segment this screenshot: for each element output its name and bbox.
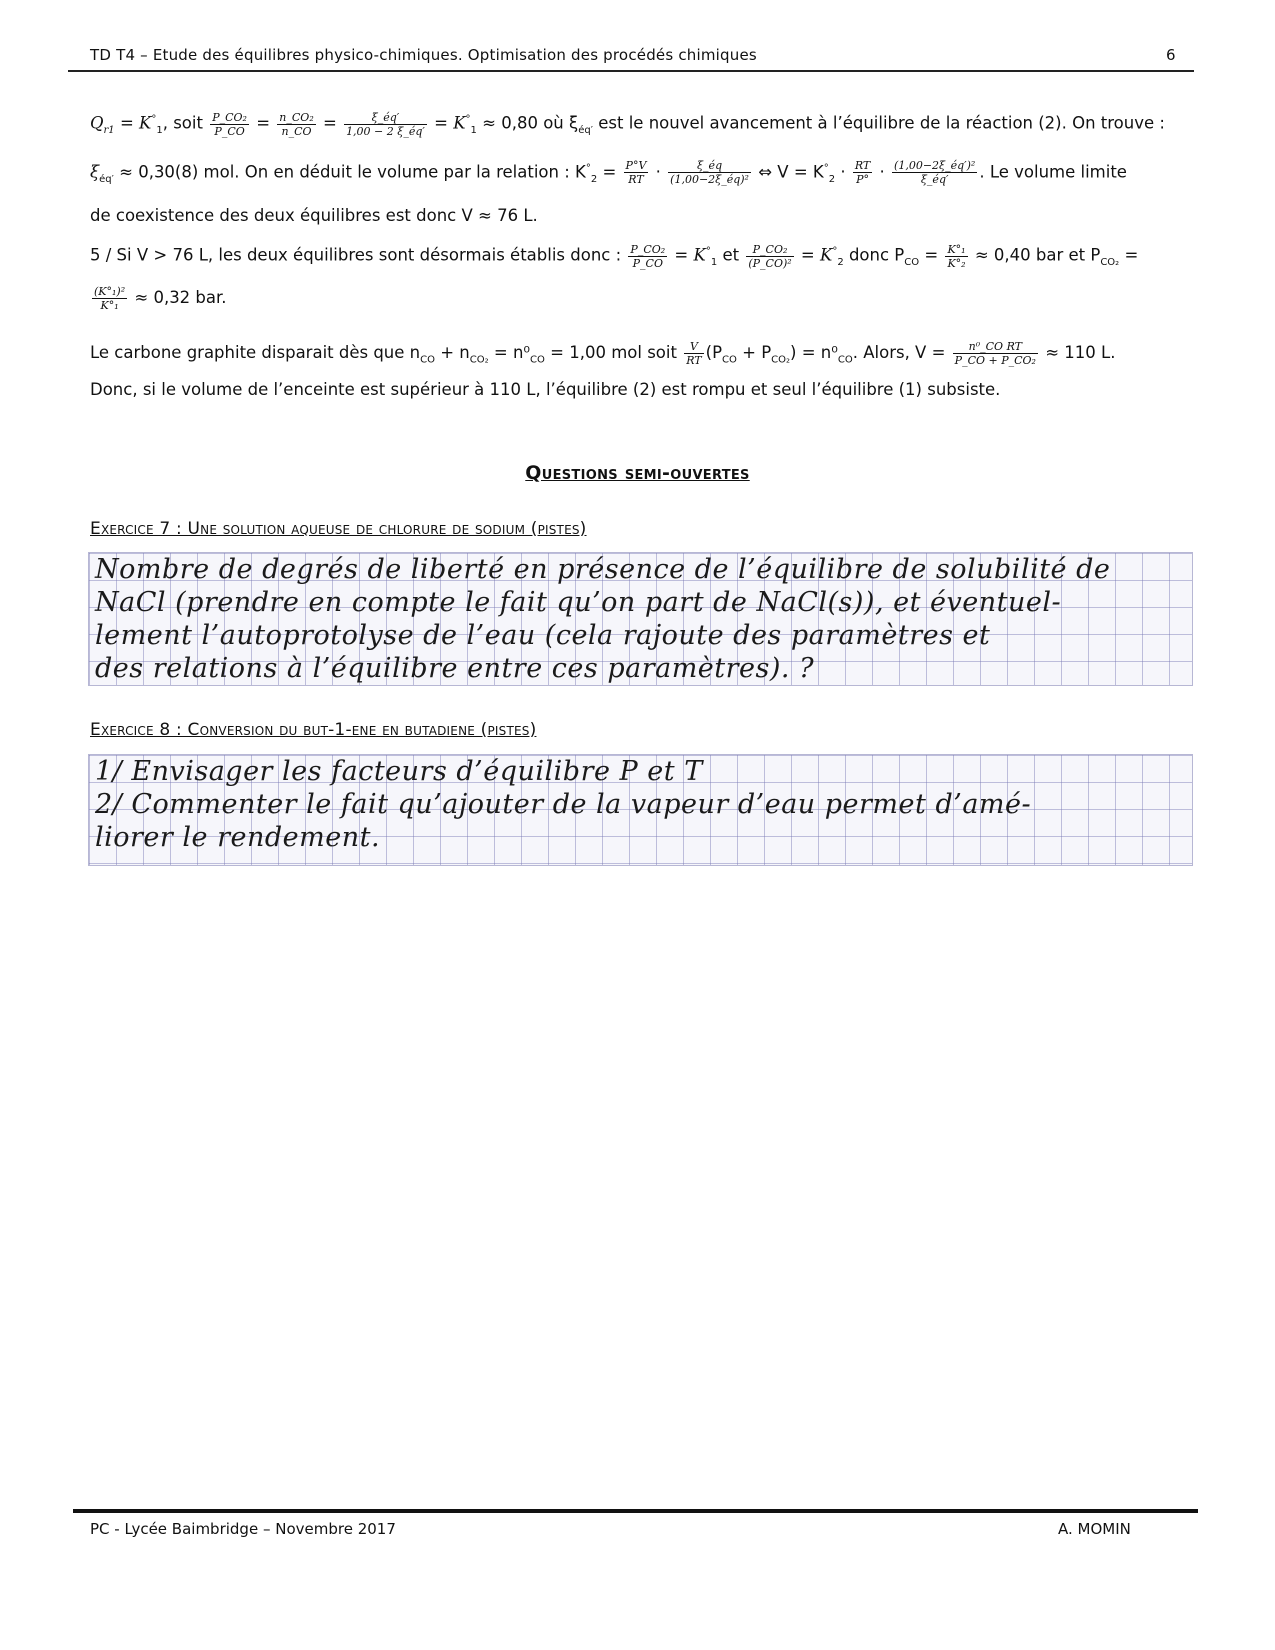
fraction: $\frac{\text{P\_CO₂}}{P\_CO}$ — [212, 110, 247, 138]
para2-line1: 5 / Si V > 76 L, les deux équilibres sont désormais établis donc : $\frac{\text{P\_CO₂}}{P\_CO}$ = $K^\circ_1$ et $\frac{\text{P\_CO₂}}{\text{(P\_CO)²}}$ = $K^\circ_2$ donc $P_{CO}$ = $\frac{\text{K°₁}}{\text{K°₂}}$ ≈ 0,40 bar et $P_{CO_2}$ = — [90, 242, 1139, 270]
fraction: $\frac{\text{P\_CO₂}}{P\_CO}$ — [630, 242, 666, 270]
note-line: 2/ Commenter le fait qu’ajouter de la vapeur d’eau permet d’amé- — [95, 789, 1032, 820]
para2-line2: $\frac{\text{(K°₁)²}}{\text{K°₁}}$ ≈ 0,32 bar. — [94, 284, 227, 312]
para3-line2: Donc, si le volume de l’enceinte est supérieur à 110 L, l’équilibre (2) est rompu et seul l’équilibre (1) subsiste. — [90, 380, 1001, 400]
fraction: $\frac{V}{RT}$ — [686, 340, 702, 367]
fraction: $\frac{P^\circ V}{RT}$ — [625, 159, 647, 187]
footer-rule — [73, 1509, 1198, 1513]
section-title: Questions semi-ouvertes — [525, 462, 750, 484]
paragraph-question5 — [90, 240, 1190, 312]
fraction: $\frac{\text{(K°₁)²}}{\text{K°₁}}$ — [94, 284, 126, 312]
fraction: $\frac{\text{K°₁}}{\text{K°₂}}$ — [947, 242, 966, 270]
exercise7-title: Exercice 7 : Une solution aqueuse de chlorure de sodium (pistes) — [90, 519, 587, 539]
fraction: $\frac{\text{n\_CO₂}}{n\_CO}$ — [279, 110, 314, 138]
footer-author: A. MOMIN — [1058, 1520, 1131, 1538]
fraction: $\frac{RT}{P^\circ}$ — [854, 159, 871, 187]
header-title: TD T4 – Etude des équilibres physico-chimiques. Optimisation des procédés chimiques — [90, 46, 757, 64]
para1-line1: $Q_{r1} = K^\circ_1$, soit $\frac{\text{P\_CO₂}}{P\_CO}$ = $\frac{\text{n\_CO₂}}{n\_CO}$ = $\frac{\xi\_éq'}{1,00 - 2 \xi\_éq'}$ = $K^\circ_1 \approx 0,80$ où $\xi_{éq'}$ est le nouvel avancement à l’équilibre de la réaction (2). On trouve : — [90, 110, 1165, 138]
fraction: $\frac{\text{P\_CO₂}}{\text{(P\_CO)²}}$ — [748, 242, 792, 270]
note-line: des relations à l’équilibre entre ces paramètres). ? — [95, 653, 815, 684]
note-line: liorer le rendement. — [95, 822, 381, 853]
fraction: $\frac{\xi\_éq'}{1,00 - 2 \xi\_éq'}$ — [346, 110, 425, 138]
note-line: lement l’autoprotolyse de l’eau (cela rajoute des paramètres et — [95, 620, 991, 651]
para3-line1: Le carbone graphite disparait dès que $n_{CO} + n_{CO_2} = n^0_{CO} = 1,00$ mol soit $\frac{V}{RT}$ $(P_{CO} + P_{CO_2}) = n^0_{CO}$. Alors, V = $\frac{\text{n⁰\_CO RT}}{\text{P\_CO + P\_CO₂}}$ ≈ 110 L. — [90, 340, 1116, 367]
paragraph-equilibrium — [90, 108, 1190, 228]
fraction: $\frac{\text{(1,00−2ξ\_éq′)²}}{\xi\_éq'}$ — [894, 159, 976, 187]
exercise8-handwritten-note — [88, 754, 1193, 866]
note-line: NaCl (prendre en compte le fait qu’on part de NaCl(s)), et éventuel- — [95, 587, 1062, 618]
fraction: $\frac{\xi\_éq}{\text{(1,00−2ξ\_éq)²}}$ — [670, 159, 749, 187]
paragraph-graphite — [90, 340, 1190, 402]
para1-line2: $\xi_{éq'} \approx 0,30(8)$ mol. On en déduit le volume par la relation : $K^\circ_2$ = $\frac{P^\circ V}{RT}$ · $\frac{\xi\_éq}{\text{(1,00−2ξ\_éq)²}}$ ⇔ $V = K^\circ_2$ · $\frac{RT}{P^\circ}$ · $\frac{\text{(1,00−2ξ\_éq′)²}}{\xi\_éq'}$ . Le volume limite — [90, 159, 1127, 187]
fraction: $\frac{\text{n⁰\_CO RT}}{\text{P\_CO + P\_CO₂}}$ — [954, 340, 1036, 367]
note-line: 1/ Envisager les facteurs d’équilibre P et T — [95, 756, 703, 787]
header-rule — [68, 70, 1194, 72]
note-line: Nombre de degrés de liberté en présence de l’équilibre de solubilité de — [95, 554, 1111, 585]
para1-line3: de coexistence des deux équilibres est donc V ≈ 76 L. — [90, 205, 538, 225]
exercise8-title: Exercice 8 : Conversion du but-1-ene en butadiene (pistes) — [90, 720, 537, 740]
footer-left: PC - Lycée Baimbridge – Novembre 2017 — [90, 1520, 396, 1538]
exercise7-handwritten-note — [88, 552, 1193, 686]
page-number: 6 — [1166, 46, 1176, 64]
